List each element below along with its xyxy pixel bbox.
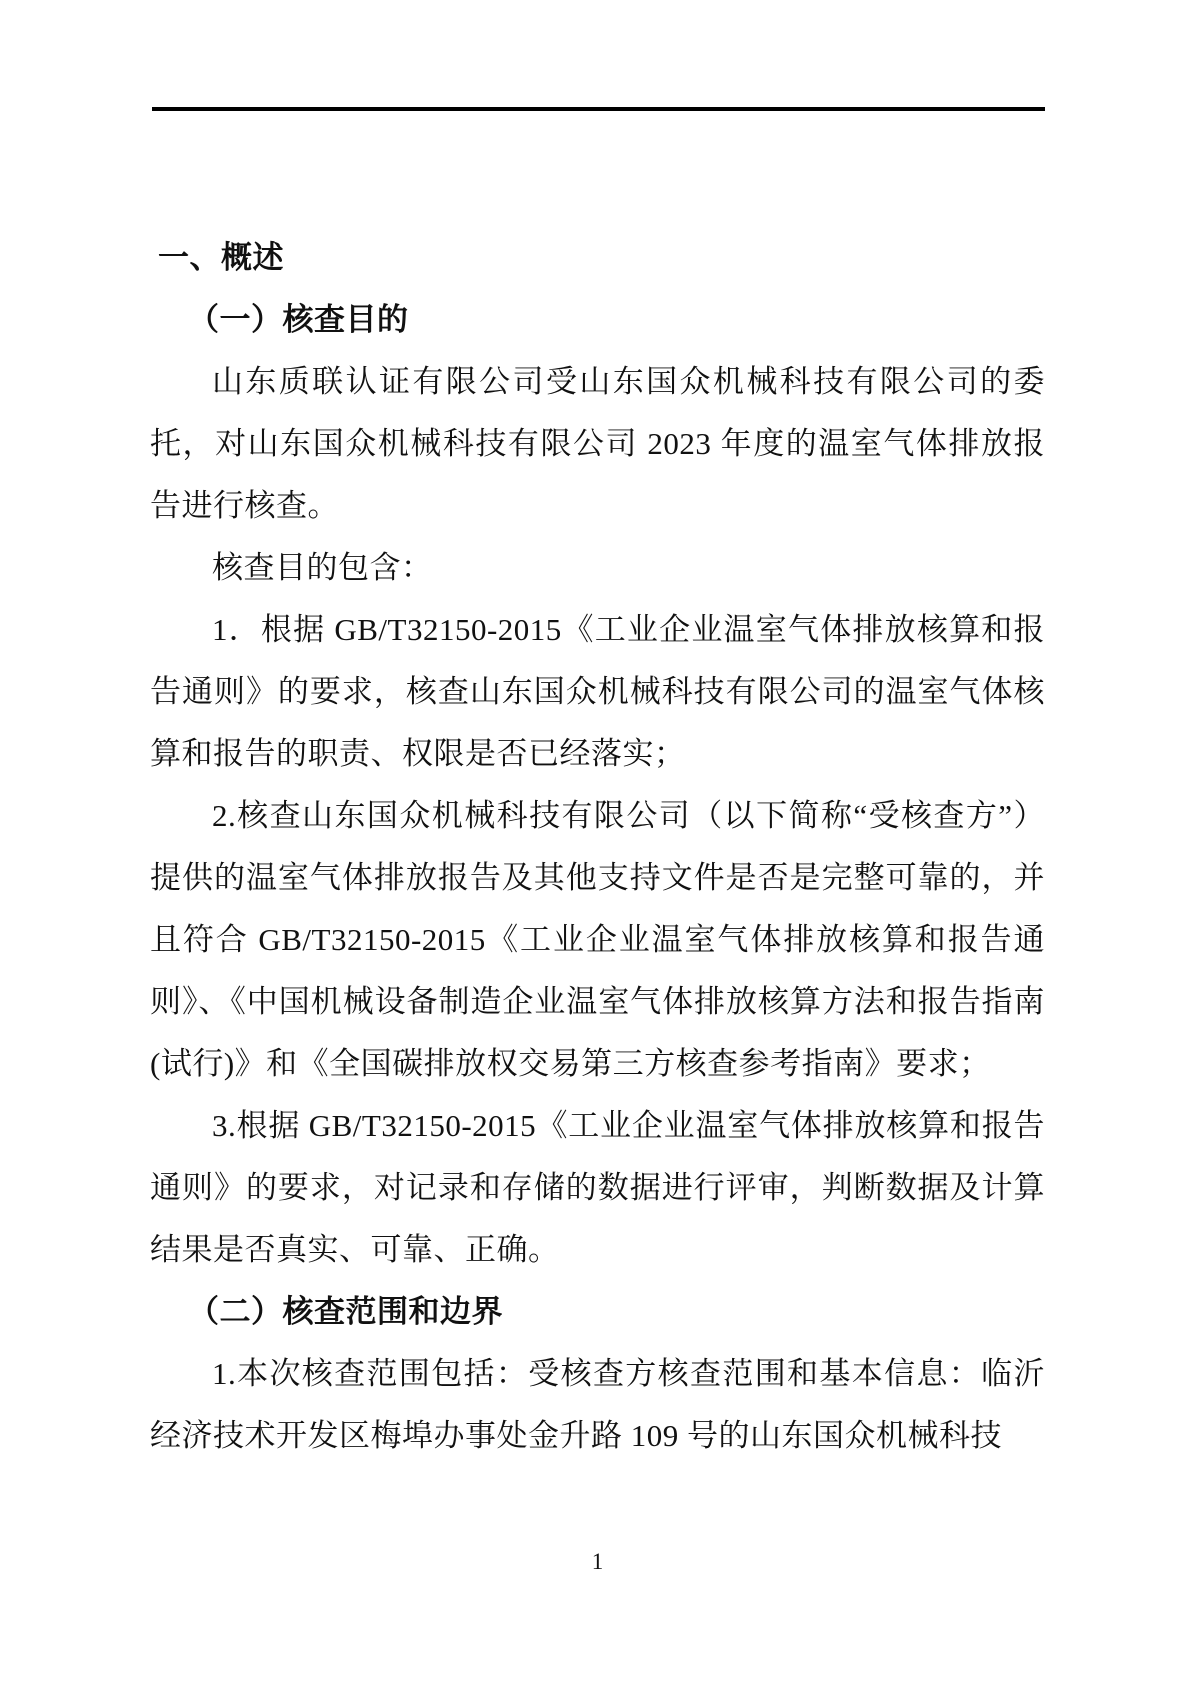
header-rule <box>152 107 1045 111</box>
subsection-title-verification-purpose: （一）核查目的 <box>188 302 409 337</box>
paragraph-purpose-item-2: 2.核查山东国众机械科技有限公司（以下简称“受核查方”）提供的温室气体排放报告及其他支持文件是否是完整可靠的，并且符合 GB/T32150-2015《工业企业温室气体排放核算和报告通则》、《中国机械设备制造企业温室气体排放核算方法和报告指南(试行)》和《全国碳排放权交易第三方核查参考指南》要求； <box>150 798 1045 1081</box>
paragraph-purpose-item-1: 1．根据 GB/T32150-2015《工业企业温室气体排放核算和报告通则》的要求，核查山东国众机械科技有限公司的温室气体核算和报告的职责、权限是否已经落实； <box>150 612 1045 771</box>
document-content <box>150 227 1045 1467</box>
paragraph-commission: 山东质联认证有限公司受山东国众机械科技有限公司的委托，对山东国众机械科技有限公司 2023 年度的温室气体排放报告进行核查。 <box>150 364 1045 523</box>
subsection-title-scope-and-boundary: （二）核查范围和边界 <box>188 1294 503 1329</box>
paragraph-purpose-item-3: 3.根据 GB/T32150-2015《工业企业温室气体排放核算和报告通则》的要求，对记录和存储的数据进行评审，判断数据及计算结果是否真实、可靠、正确。 <box>150 1108 1045 1267</box>
paragraph-scope-item-1: 1.本次核查范围包括：受核查方核查范围和基本信息：临沂经济技术开发区梅埠办事处金升路 109 号的山东国众机械科技 <box>150 1356 1045 1453</box>
section-title: 一、概述 <box>158 240 284 275</box>
paragraph-purpose-intro: 核查目的包含： <box>212 550 433 585</box>
page-number: 1 <box>591 1549 604 1574</box>
